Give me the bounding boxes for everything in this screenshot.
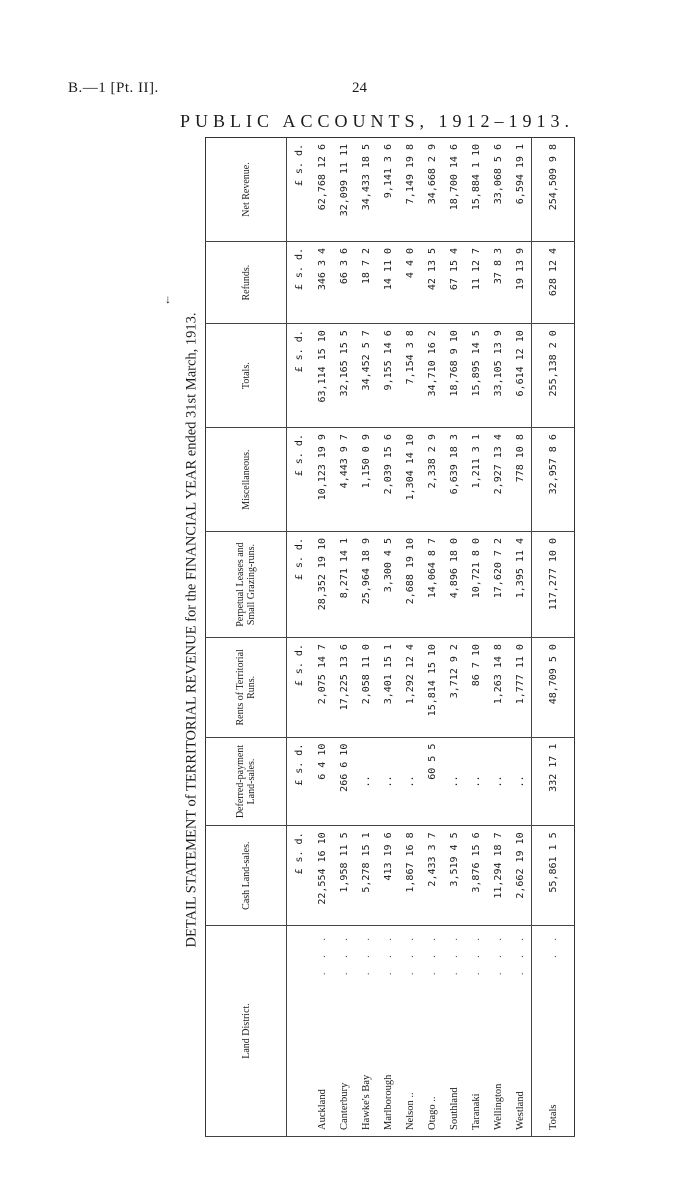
misc-cell: 4,443 9 7	[333, 428, 355, 532]
misc-cell: 1,211 3 1	[465, 428, 487, 532]
deferred-cell: ..	[465, 737, 487, 826]
cash-cell: 413 19 6	[377, 826, 399, 926]
total-totals: 255,138 2 0	[532, 324, 575, 428]
deferred-cell: ..	[399, 737, 421, 826]
rents-cell: 86 7 10	[465, 638, 487, 738]
cash-cell: 22,554 16 10	[311, 826, 333, 926]
column-header-deferred: Deferred-payment Land-sales.	[206, 737, 287, 826]
table-body	[287, 138, 312, 1137]
totals-cell: 63,114 15 10	[311, 324, 333, 428]
deferred-cell: ..	[443, 737, 465, 826]
totals-cell: 34,710 16 2	[421, 324, 443, 428]
leader-dots: . . .	[316, 931, 328, 976]
perpetual-cell: 28,352 19 10	[311, 532, 333, 638]
column-header-totals: Totals.	[206, 324, 287, 428]
unit-label: £ s. d.	[287, 241, 312, 323]
page-reference: B.—1 [Pt. II].	[68, 80, 159, 96]
column-header-rents: Rents of Territorial Runs.	[206, 638, 287, 738]
district-cell	[443, 925, 465, 1136]
district-name: Taranaki	[470, 1093, 482, 1130]
deferred-cell: 6 4 10	[311, 737, 333, 826]
running-title: PUBLIC ACCOUNTS, 1912–1913.	[180, 111, 575, 131]
unit-label: £ s. d.	[287, 324, 312, 428]
district-rows	[311, 138, 531, 1137]
misc-cell: 1,150 0 9	[355, 428, 377, 532]
district-cell	[509, 925, 531, 1136]
district-name: Marlborough	[382, 1074, 394, 1130]
column-header-misc: Miscellaneous.	[206, 428, 287, 532]
unit-label: £ s. d.	[287, 638, 312, 738]
table-row	[465, 138, 487, 1137]
district-cell	[311, 925, 333, 1136]
net-cell: 9,141 3 6	[377, 138, 399, 242]
district-cell	[465, 925, 487, 1136]
header-row	[206, 138, 287, 1137]
unit-label: £ s. d.	[287, 532, 312, 638]
cash-cell: 5,278 15 1	[355, 826, 377, 926]
leader-dots: . . .	[470, 931, 482, 976]
total-perpetual: 117,277 10 0	[532, 532, 575, 638]
cash-cell: 3,876 15 6	[465, 826, 487, 926]
deferred-cell: ..	[377, 737, 399, 826]
cash-cell: 1,867 16 8	[399, 826, 421, 926]
district-cell	[355, 925, 377, 1136]
rotated-table-container	[205, 137, 559, 1137]
column-header-perpetual: Perpetual Leases and Small Grazing-runs.	[206, 532, 287, 638]
leader-dots: . .	[547, 931, 559, 958]
rents-cell: 1,292 12 4	[399, 638, 421, 738]
perpetual-cell: 1,395 11 4	[509, 532, 531, 638]
net-cell: 33,068 5 6	[487, 138, 509, 242]
rents-cell: 17,225 13 6	[333, 638, 355, 738]
total-rents: 48,709 5 0	[532, 638, 575, 738]
district-name: Canterbury	[338, 1082, 350, 1130]
district-cell	[399, 925, 421, 1136]
net-cell: 18,700 14 6	[443, 138, 465, 242]
district-name: Hawke's Bay	[360, 1074, 372, 1130]
total-net: 254,509 9 8	[532, 138, 575, 242]
net-cell: 34,668 2 9	[421, 138, 443, 242]
perpetual-cell: 8,271 14 1	[333, 532, 355, 638]
rents-cell: 1,263 14 8	[487, 638, 509, 738]
totals-label-cell	[532, 925, 575, 1136]
totals-cell: 18,768 9 10	[443, 324, 465, 428]
district-name: Southland	[448, 1087, 460, 1130]
statement-title: DETAIL STATEMENT of TERRITORIAL REVENUE for the FINANCIAL YEAR ended 31st March, 1913.	[183, 312, 200, 948]
district-name: Otago ..	[426, 1096, 438, 1130]
table-row	[399, 138, 421, 1137]
totals-cell: 7,154 3 8	[399, 324, 421, 428]
totals-cell: 6,614 12 10	[509, 324, 531, 428]
district-cell	[487, 925, 509, 1136]
deferred-cell: ..	[487, 737, 509, 826]
cash-cell: 11,294 18 7	[487, 826, 509, 926]
refunds-cell: 4 4 0	[399, 241, 421, 323]
totals-cell: 15,895 14 5	[465, 324, 487, 428]
units-row	[287, 138, 312, 1137]
totals-label: Totals	[547, 1104, 559, 1130]
misc-cell: 2,338 2 9	[421, 428, 443, 532]
rents-cell: 3,712 9 2	[443, 638, 465, 738]
table-row	[421, 138, 443, 1137]
rents-cell: 15,814 15 10	[421, 638, 443, 738]
deferred-cell: ..	[509, 737, 531, 826]
cash-cell: 1,958 11 5	[333, 826, 355, 926]
district-name: Auckland	[316, 1089, 328, 1130]
perpetual-cell: 3,300 4 5	[377, 532, 399, 638]
total-cash: 55,861 1 5	[532, 826, 575, 926]
totals-row	[532, 138, 575, 1137]
cash-cell: 2,433 3 7	[421, 826, 443, 926]
printer-mark: ↓	[165, 292, 171, 306]
totals-cell: 33,105 13 9	[487, 324, 509, 428]
table-row	[377, 138, 399, 1137]
leader-dots: . . .	[404, 931, 416, 976]
cash-cell: 3,519 4 5	[443, 826, 465, 926]
totals-cell: 9,155 14 6	[377, 324, 399, 428]
net-cell: 32,099 11 11	[333, 138, 355, 242]
unit-label: £ s. d.	[287, 826, 312, 926]
net-cell: 7,149 19 8	[399, 138, 421, 242]
district-name: Westland	[514, 1091, 526, 1130]
totals-cell: 34,452 5 7	[355, 324, 377, 428]
refunds-cell: 11 12 7	[465, 241, 487, 323]
refunds-cell: 19 13 9	[509, 241, 531, 323]
deferred-cell: 266 6 10	[333, 737, 355, 826]
perpetual-cell: 10,721 8 0	[465, 532, 487, 638]
rents-cell: 2,075 14 7	[311, 638, 333, 738]
units-blank	[287, 925, 312, 1136]
misc-cell: 778 10 8	[509, 428, 531, 532]
leader-dots: . . .	[338, 931, 350, 976]
total-deferred: 332 17 1	[532, 737, 575, 826]
perpetual-cell: 17,620 7 2	[487, 532, 509, 638]
leader-dots: . . .	[492, 931, 504, 976]
misc-cell: 10,123 19 9	[311, 428, 333, 532]
leader-dots: . . .	[382, 931, 394, 976]
misc-cell: 2,927 13 4	[487, 428, 509, 532]
district-cell	[377, 925, 399, 1136]
district-cell	[421, 925, 443, 1136]
rents-cell: 1,777 11 0	[509, 638, 531, 738]
refunds-cell: 14 11 0	[377, 241, 399, 323]
refunds-cell: 346 3 4	[311, 241, 333, 323]
table-row	[355, 138, 377, 1137]
column-header-refunds: Refunds.	[206, 241, 287, 323]
column-header-district: Land District.	[206, 925, 287, 1136]
refunds-cell: 66 3 6	[333, 241, 355, 323]
page-number: 24	[352, 80, 367, 96]
cash-cell: 2,662 19 10	[509, 826, 531, 926]
perpetual-cell: 4,896 18 0	[443, 532, 465, 638]
leader-dots: . . .	[360, 931, 372, 976]
district-cell	[333, 925, 355, 1136]
table-row	[509, 138, 531, 1137]
territorial-revenue-table	[205, 137, 575, 1137]
leader-dots: . . .	[514, 931, 526, 976]
net-cell: 6,594 19 1	[509, 138, 531, 242]
misc-cell: 2,039 15 6	[377, 428, 399, 532]
leader-dots: . . .	[426, 931, 438, 976]
perpetual-cell: 25,964 18 9	[355, 532, 377, 638]
net-cell: 15,884 1 10	[465, 138, 487, 242]
refunds-cell: 18 7 2	[355, 241, 377, 323]
refunds-cell: 37 8 3	[487, 241, 509, 323]
district-name: Wellington	[492, 1083, 504, 1130]
table-row	[333, 138, 355, 1137]
unit-label: £ s. d.	[287, 138, 312, 242]
table-footer	[531, 138, 575, 1137]
unit-label: £ s. d.	[287, 737, 312, 826]
net-cell: 62,768 12 6	[311, 138, 333, 242]
table-row	[487, 138, 509, 1137]
rents-cell: 2,058 11 0	[355, 638, 377, 738]
table-row	[443, 138, 465, 1137]
totals-cell: 32,165 15 5	[333, 324, 355, 428]
perpetual-cell: 2,688 19 10	[399, 532, 421, 638]
deferred-cell: 60 5 5	[421, 737, 443, 826]
total-misc: 32,957 8 6	[532, 428, 575, 532]
perpetual-cell: 14,064 8 7	[421, 532, 443, 638]
table-row	[311, 138, 333, 1137]
unit-label: £ s. d.	[287, 428, 312, 532]
deferred-cell: ..	[355, 737, 377, 826]
refunds-cell: 67 15 4	[443, 241, 465, 323]
column-header-net: Net Revenue.	[206, 138, 287, 242]
leader-dots: . . .	[448, 931, 460, 976]
district-name: Nelson ..	[404, 1092, 416, 1130]
net-cell: 34,433 18 5	[355, 138, 377, 242]
misc-cell: 6,639 18 3	[443, 428, 465, 532]
column-header-cash: Cash Land-sales.	[206, 826, 287, 926]
total-refunds: 628 12 4	[532, 241, 575, 323]
rents-cell: 3,401 15 1	[377, 638, 399, 738]
refunds-cell: 42 13 5	[421, 241, 443, 323]
misc-cell: 1,304 14 10	[399, 428, 421, 532]
